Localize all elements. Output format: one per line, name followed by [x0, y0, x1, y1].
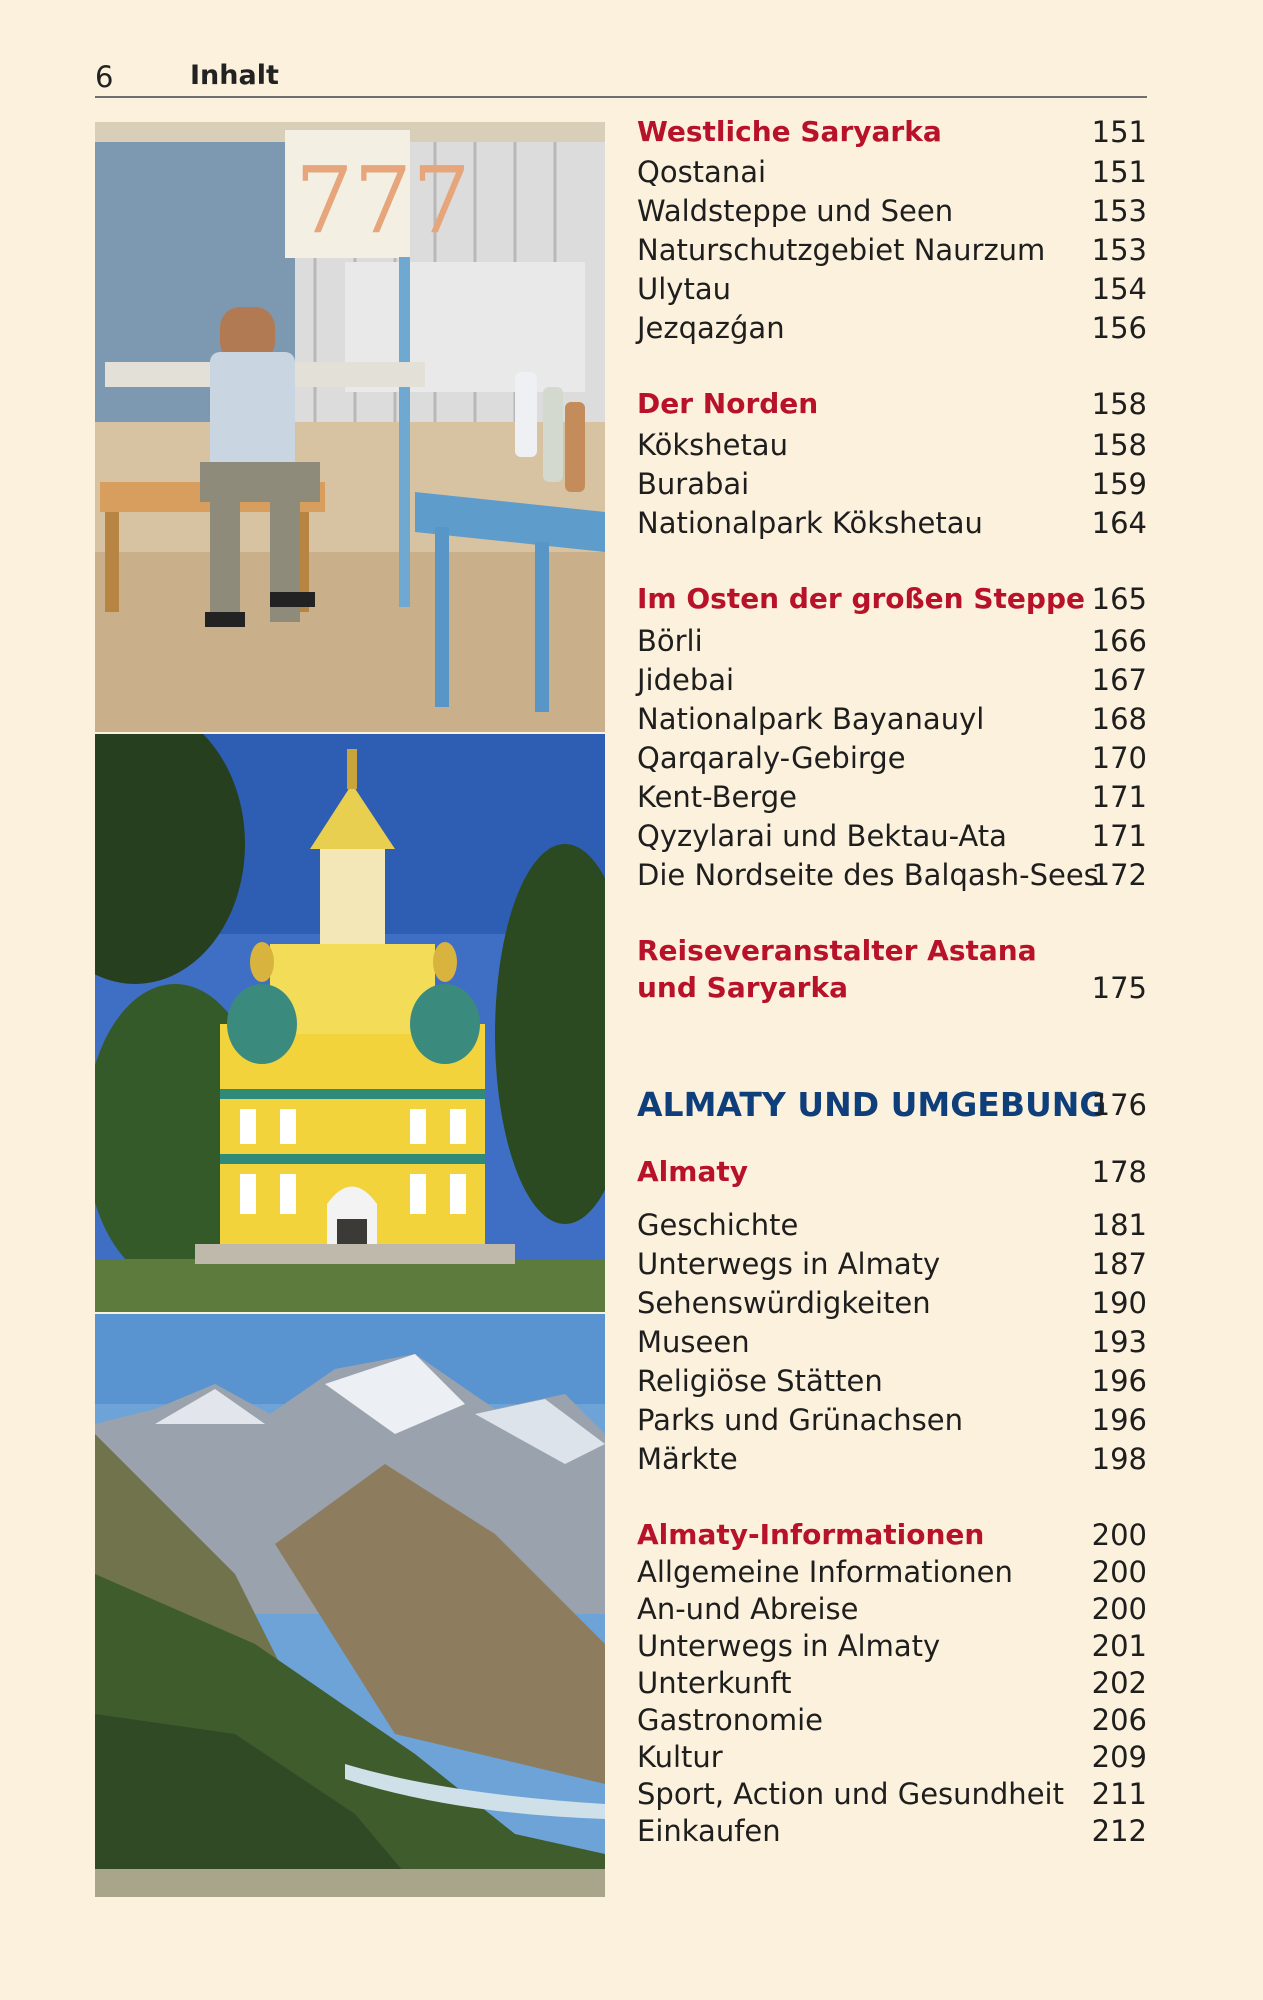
toc-entry[interactable]: Nationalpark Bayanauyl 168 [637, 702, 1147, 736]
toc-section-heading[interactable]: Almaty-Informationen 200 [637, 1518, 1147, 1552]
street-vendor-photo-icon [95, 122, 605, 732]
toc-entry[interactable]: Jidebai 167 [637, 663, 1147, 697]
toc-entry[interactable]: Kent-Berge 171 [637, 780, 1147, 814]
sign-text: 777 [295, 147, 471, 254]
running-head: Inhalt [190, 60, 279, 91]
toc-entry[interactable]: Qostanai 151 [637, 155, 1147, 189]
toc-section-heading[interactable]: Almaty 178 [637, 1155, 1147, 1189]
cathedral-photo-icon [95, 734, 605, 1312]
toc-entry[interactable]: Parks und Grünachsen 196 [637, 1403, 1147, 1437]
page-number: 6 [95, 60, 114, 94]
toc-entry[interactable]: Märkte 198 [637, 1442, 1147, 1476]
toc-entry[interactable]: Waldsteppe und Seen 153 [637, 194, 1147, 228]
toc-entry[interactable]: Einkaufen 212 [637, 1814, 1147, 1848]
toc-entry[interactable]: Nationalpark Kökshetau 164 [637, 506, 1147, 540]
toc-entry[interactable]: An-und Abreise 200 [637, 1592, 1147, 1626]
toc-entry[interactable]: Die Nordseite des Balqash-Sees 172 [637, 858, 1147, 892]
toc-section-heading[interactable]: Westliche Saryarka 151 [637, 115, 1147, 149]
toc-entry[interactable]: Ulytau 154 [637, 272, 1147, 306]
toc-chapter-heading[interactable]: ALMATY UND UMGEBUNG 176 [637, 1085, 1147, 1124]
toc-entry[interactable]: Allgemeine Informationen 200 [637, 1555, 1147, 1589]
toc-entry[interactable]: Burabai 159 [637, 467, 1147, 501]
toc-entry[interactable]: Qyzylarai und Bektau-Ata 171 [637, 819, 1147, 853]
toc-entry[interactable]: Unterkunft 202 [637, 1666, 1147, 1700]
toc-entry[interactable]: Museen 193 [637, 1325, 1147, 1359]
toc-entry[interactable]: Sehenswürdigkeiten 190 [637, 1286, 1147, 1320]
toc-entry[interactable]: Naturschutzgebiet Naurzum 153 [637, 233, 1147, 267]
toc-entry[interactable]: Sport, Action und Gesundheit 211 [637, 1777, 1147, 1811]
page-header [95, 58, 1147, 98]
toc-entry[interactable]: Kultur 209 [637, 1740, 1147, 1774]
toc-entry[interactable]: Geschichte 181 [637, 1208, 1147, 1242]
toc-entry[interactable]: Jezqazǵan 156 [637, 311, 1147, 345]
toc-section-heading[interactable]: Reiseveranstalter Astana [637, 934, 1037, 967]
toc-section-heading-cont[interactable]: und Saryarka 175 [637, 971, 1147, 1005]
mountain-valley-photo-icon [95, 1314, 605, 1897]
toc-entry[interactable]: Gastronomie 206 [637, 1703, 1147, 1737]
toc-entry[interactable]: Religiöse Stätten 196 [637, 1364, 1147, 1398]
toc-entry[interactable]: Unterwegs in Almaty 201 [637, 1629, 1147, 1663]
toc-entry[interactable]: Qarqaraly-Gebirge 170 [637, 741, 1147, 775]
toc-section-heading[interactable]: Der Norden 158 [637, 387, 1147, 421]
toc-entry[interactable]: Unterwegs in Almaty 187 [637, 1247, 1147, 1281]
toc-section-heading[interactable]: Im Osten der großen Steppe 165 [637, 582, 1147, 616]
toc-entry[interactable]: Kökshetau 158 [637, 428, 1147, 462]
toc-entry[interactable]: Börli 166 [637, 624, 1147, 658]
